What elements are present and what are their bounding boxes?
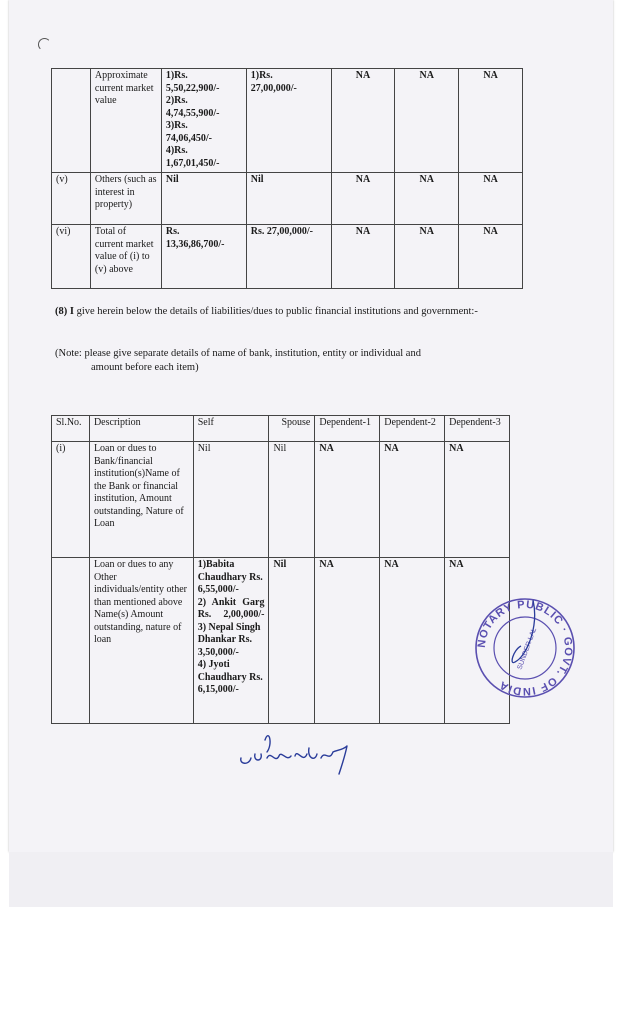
dependent-3-cell: NA: [459, 173, 523, 225]
notary-stamp: [473, 596, 577, 700]
header-dependent-2: Dependent-2: [380, 416, 445, 442]
dependent-3-cell: NA: [459, 225, 523, 289]
self-value-line: 3) Nepal Singh Dhankar Rs. 3,50,000/-: [197, 621, 261, 658]
self-value-line: 1,67,01,450/-: [165, 157, 220, 169]
section-8-text: give herein below the details of liabilities/dues to public financial institutions and government:-: [76, 306, 478, 317]
dependent-2-cell: NA: [395, 69, 459, 173]
dependent-1-cell: NA: [331, 173, 395, 225]
handwritten-signature: [237, 728, 357, 776]
header-self: Self: [193, 416, 269, 442]
table-row: [52, 225, 523, 289]
table-row: [52, 442, 510, 558]
stamp-inner-text: SUNDER LAL: [516, 626, 539, 671]
sl-cell: (vi): [52, 225, 91, 289]
self-value-line: 1)Babita Chaudhary Rs. 6,55,000/-: [197, 559, 263, 595]
dependent-3-cell: NA: [459, 69, 523, 173]
self-value-line: 3)Rs.: [165, 120, 188, 131]
sl-cell: [52, 558, 90, 724]
spouse-cell: [246, 69, 331, 173]
self-cell: [161, 69, 246, 173]
self-value-line: 2)Rs.: [165, 95, 188, 106]
liabilities-table: [51, 415, 510, 724]
spouse-cell: Rs. 27,00,000/-: [246, 225, 331, 289]
self-value-line: 5,50,22,900/-: [165, 82, 220, 94]
self-value-line: 2) Ankit Garg Rs. 2,00,000/-: [197, 596, 265, 620]
dependent-2-cell: NA: [395, 225, 459, 289]
page-bottom-strip: [9, 852, 613, 907]
spouse-cell: Nil: [269, 442, 315, 558]
header-sl-no: Sl.No.: [52, 416, 90, 442]
self-cell: [161, 225, 246, 289]
table-header-row: [52, 416, 510, 442]
self-value-line: Rs.: [165, 226, 180, 237]
spouse-value-line: 1)Rs.: [250, 70, 273, 81]
table-row: [52, 69, 523, 173]
note-line-2: amount before each item): [91, 362, 199, 373]
note-line-1: (Note: please give separate details of name of bank, institution, entity or individual and: [55, 348, 421, 359]
header-dependent-3: Dependent-3: [445, 416, 510, 442]
header-dependent-1: Dependent-1: [315, 416, 380, 442]
spouse-value-line: 27,00,000/-: [250, 82, 297, 94]
stamp-ring-text: NOTARY PUBLIC · GOVT. OF INDIA: [475, 598, 575, 698]
description-cell: Loan or dues to any Other individuals/entity other than mentioned above Name(s) Amount outstanding, nature of loan: [89, 558, 193, 724]
dependent-1-cell: NA: [315, 558, 380, 724]
sl-cell: (i): [52, 442, 90, 558]
dependent-1-cell: NA: [331, 225, 395, 289]
signature-strokes: [241, 736, 347, 774]
header-spouse: Spouse: [269, 416, 315, 442]
section-8-paragraph: [55, 305, 525, 318]
section-8-heading: (8) I: [55, 306, 74, 317]
description-cell: Loan or dues to Bank/financial institution(s)Name of the Bank or financial institution, Amount outstanding, Nature of Loan: [89, 442, 193, 558]
table-row: [52, 173, 523, 225]
header-description: Description: [89, 416, 193, 442]
sl-cell: [52, 69, 91, 173]
description-cell: Others (such as interest in property): [90, 173, 161, 225]
self-value-line: 13,36,86,700/-: [165, 238, 225, 250]
dependent-3-cell: NA: [445, 442, 510, 558]
dependent-1-cell: NA: [331, 69, 395, 173]
spouse-cell: Nil: [246, 173, 331, 225]
self-cell: Nil: [193, 442, 269, 558]
dependent-2-cell: NA: [380, 558, 445, 724]
self-cell: [193, 558, 269, 724]
dependent-2-cell: NA: [380, 442, 445, 558]
self-cell: Nil: [161, 173, 246, 225]
dependent-3-cell: NA: [445, 558, 510, 724]
dependent-2-cell: NA: [395, 173, 459, 225]
spouse-cell: Nil: [269, 558, 315, 724]
dependent-1-cell: NA: [315, 442, 380, 558]
sl-cell: (v): [52, 173, 91, 225]
self-value-line: 74,06,450/-: [165, 132, 212, 144]
description-cell: Approximate current market value: [90, 69, 161, 173]
assets-table: [51, 68, 523, 289]
self-value-line: 4)Rs.: [165, 145, 188, 156]
description-cell: Total of current market value of (i) to (v) above: [90, 225, 161, 289]
self-value-line: 4,74,55,900/-: [165, 107, 220, 119]
self-value-line: 4) Jyoti Chaudhary Rs. 6,15,000/-: [197, 659, 263, 695]
self-value-line: 1)Rs.: [165, 70, 188, 81]
punch-hole-mark: [38, 38, 51, 51]
table-row: [52, 558, 510, 724]
